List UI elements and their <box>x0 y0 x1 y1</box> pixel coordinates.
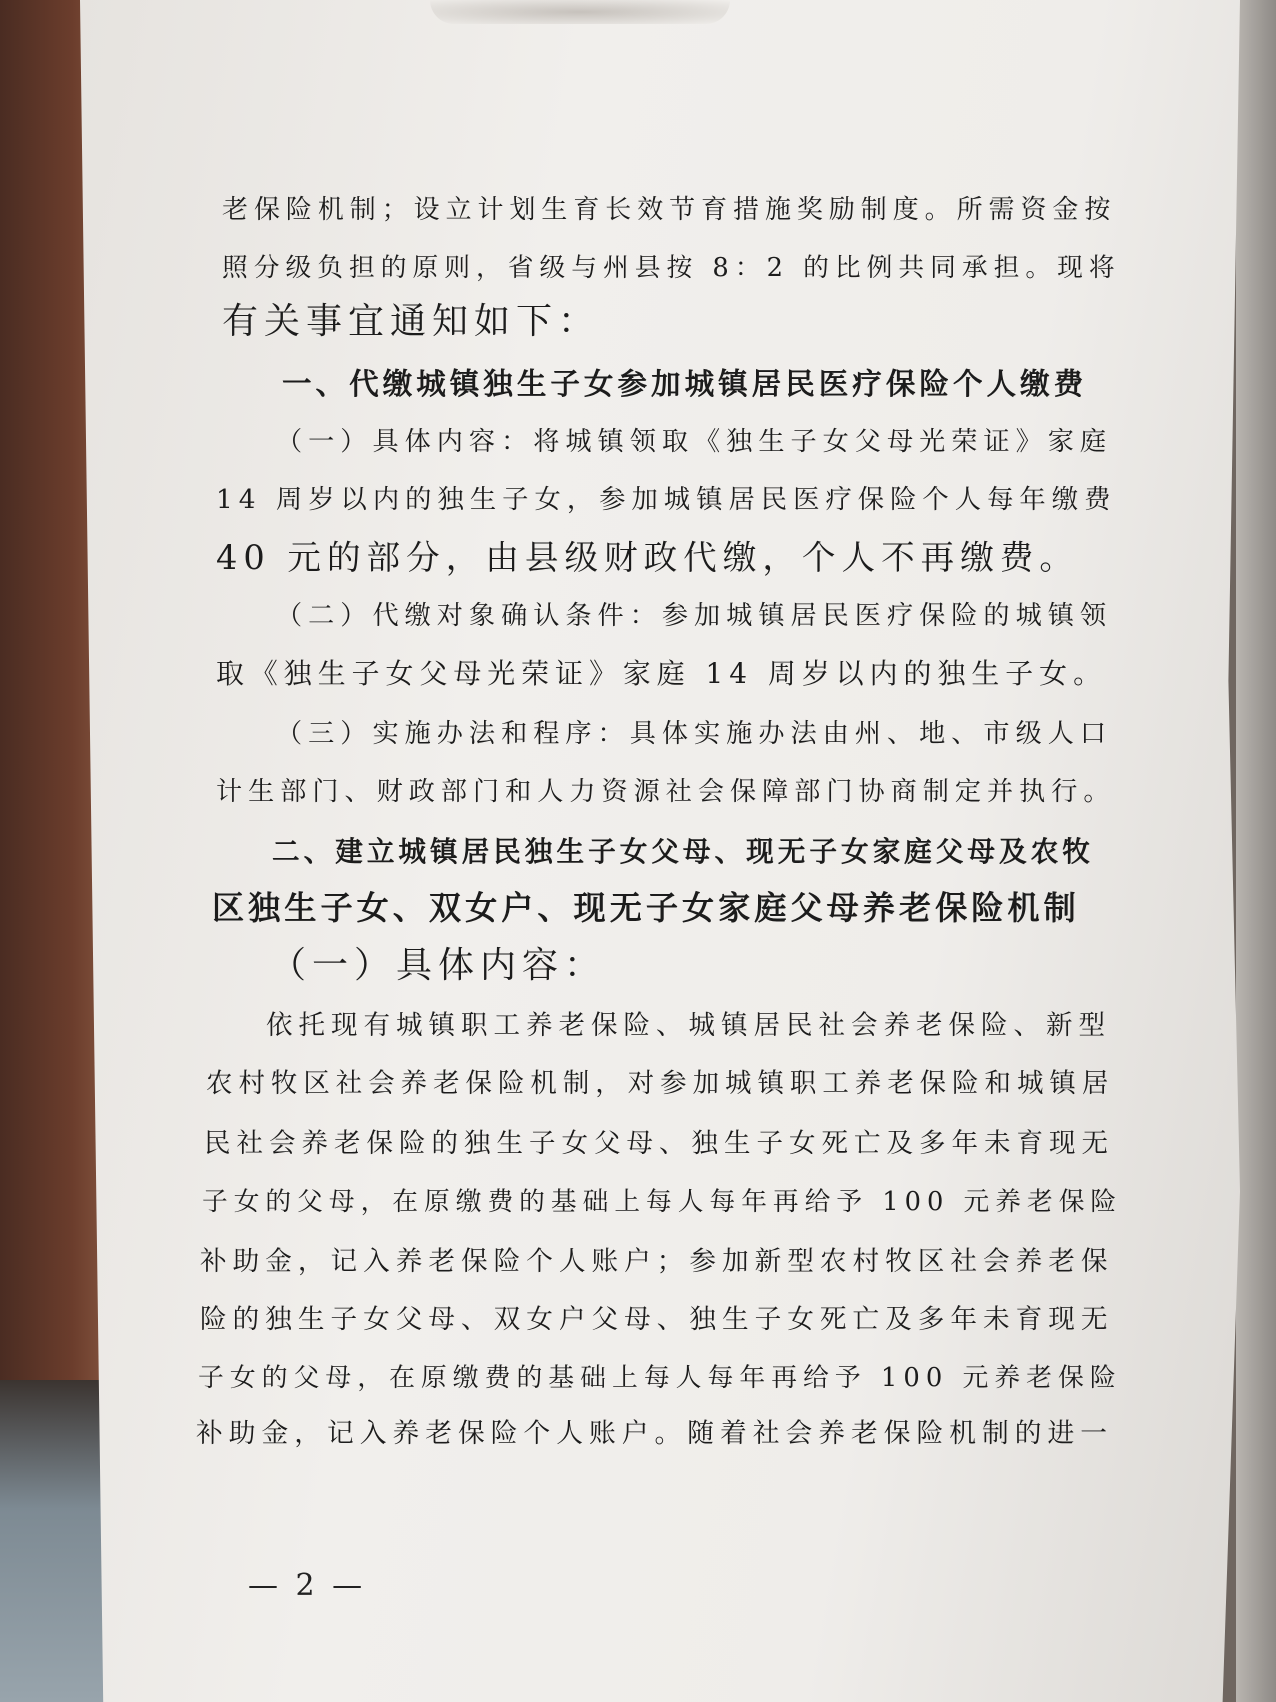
section-1-item-3-line-2: 计生部门、财政部门和人力资源社会保障部门协商制定并执行。 <box>216 777 1116 807</box>
section-1-item-1-line-3: 40 元的部分，由县级财政代缴，个人不再缴费。 <box>216 538 1079 577</box>
section-1-item-2-line-1: （二）代缴对象确认条件：参加城镇居民医疗保险的城镇领 <box>276 601 1113 631</box>
section-2-body-line-3: 民社会养老保险的独生子女父母、独生子女死亡及多年未育现无 <box>204 1128 1114 1159</box>
intro-line-3: 有关事宜通知如下： <box>222 301 601 342</box>
intro-line-2: 照分级负担的原则，省级与州县按 8：2 的比例共同承担。现将 <box>222 253 1121 283</box>
section-2-item-1-title: （一）具体内容： <box>270 945 607 986</box>
section-2-body-line-5: 补助金，记入养老保险个人账户；参加新型农村牧区社会养老保 <box>200 1246 1114 1277</box>
section-1-item-2-line-2: 取《独生子女父母光荣证》家庭 14 周岁以内的独生子女。 <box>216 657 1107 690</box>
section-2-body-line-1: 依托现有城镇职工养老保险、城镇居民社会养老保险、新型 <box>266 1010 1111 1041</box>
section-2-body-line-2: 农村牧区社会养老保险机制，对参加城镇职工养老保险和城镇居 <box>206 1068 1115 1099</box>
section-2-body-line-7: 子女的父母，在原缴费的基础上每人每年再给予 100 元养老保险 <box>198 1363 1122 1393</box>
section-2-body-line-4: 子女的父母，在原缴费的基础上每人每年再给予 100 元养老保险 <box>202 1187 1123 1217</box>
section-2-title-line-1: 二、建立城镇居民独生子女父母、现无子女家庭父母及农牧 <box>272 835 1094 868</box>
section-1-item-3-line-1: （三）实施办法和程序：具体实施办法由州、地、市级人口 <box>276 719 1113 749</box>
section-2-body-line-6: 险的独生子女父母、双女户父母、独生子女死亡及多年未育现无 <box>200 1304 1114 1335</box>
section-1-item-1-line-2: 14 周岁以内的独生子女，参加城镇居民医疗保险个人每年缴费 <box>216 485 1117 515</box>
section-2-body-line-8: 补助金，记入养老保险个人账户。随着社会养老保险机制的进一 <box>196 1418 1114 1449</box>
section-1-title: 一、代缴城镇独生子女参加城镇居民医疗保险个人缴费 <box>282 367 1088 401</box>
page-number: — 2 — <box>248 1568 367 1603</box>
section-2-title-line-2: 区独生子女、双女户、现无子女家庭父母养老保险机制 <box>212 889 1080 927</box>
section-1-item-1-line-1: （一）具体内容：将城镇领取《独生子女父母光荣证》家庭 <box>276 427 1113 457</box>
intro-line-1: 老保险机制；设立计划生育长效节育措施奖励制度。所需资金按 <box>222 195 1117 225</box>
